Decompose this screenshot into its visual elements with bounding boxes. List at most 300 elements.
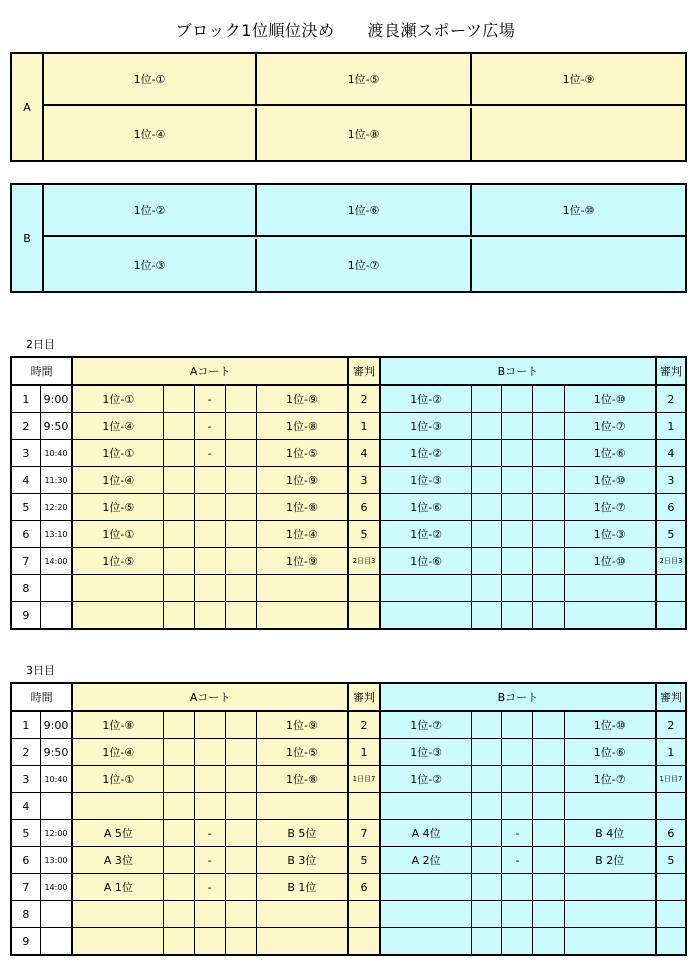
match-number: 7	[11, 548, 40, 575]
block-a	[10, 52, 687, 162]
court-b-header: Bコート	[380, 357, 656, 385]
court-b-cell	[533, 739, 564, 766]
court-b-cell	[472, 766, 502, 793]
court-b-cell	[472, 521, 502, 548]
court-a-cell: A 5位	[72, 820, 164, 847]
court-b-cell: 1位-⑩	[564, 467, 656, 494]
table-row	[11, 467, 686, 494]
court-b-cell: 1位-③	[380, 467, 472, 494]
court-b-cell: 1位-②	[380, 440, 472, 467]
court-a-cell	[225, 440, 256, 467]
court-b-cell	[533, 494, 564, 521]
block-a-cell: 1位-⑨	[472, 54, 685, 106]
court-a-cell	[164, 602, 194, 630]
block-a-cell: 1位-⑤	[257, 54, 472, 106]
court-a-cell	[225, 793, 256, 820]
court-b-cell	[502, 494, 533, 521]
court-a-referee	[348, 793, 380, 820]
court-b-cell	[472, 602, 502, 630]
court-a-cell	[225, 413, 256, 440]
court-b-cell	[502, 548, 533, 575]
court-b-referee: 1日目7	[656, 766, 686, 793]
court-b-referee: 6	[656, 494, 686, 521]
match-time: 12:00	[40, 820, 72, 847]
court-a-referee	[348, 575, 380, 602]
court-b-cell: 1位-②	[380, 766, 472, 793]
court-b-cell	[502, 928, 533, 956]
court-b-referee: 3	[656, 467, 686, 494]
block-b-cell: 1位-⑦	[257, 239, 472, 291]
court-a-cell	[164, 928, 194, 956]
court-b-cell	[564, 928, 656, 956]
court-b-cell	[533, 575, 564, 602]
court-a-cell	[194, 766, 225, 793]
court-a-cell	[164, 467, 194, 494]
court-b-cell	[533, 521, 564, 548]
court-b-cell	[380, 874, 472, 901]
court-a-cell: 1位-⑤	[256, 440, 348, 467]
court-a-cell	[194, 901, 225, 928]
court-b-cell	[472, 413, 502, 440]
court-b-cell	[502, 413, 533, 440]
court-a-cell	[225, 602, 256, 630]
match-time: 14:00	[40, 874, 72, 901]
block-a-cell: 1位-①	[44, 54, 257, 106]
court-a-referee: 4	[348, 440, 380, 467]
match-number: 3	[11, 766, 40, 793]
court-a-cell: B 3位	[256, 847, 348, 874]
page-title: ブロック1位順位決め 渡良瀬スポーツ広場	[175, 21, 516, 40]
court-a-cell	[72, 928, 164, 956]
court-b-referee: 2	[656, 385, 686, 413]
court-a-cell	[194, 711, 225, 739]
referee-header: 審判	[656, 683, 686, 711]
match-time: 13:10	[40, 521, 72, 548]
court-a-cell	[164, 793, 194, 820]
match-time: 13:00	[40, 847, 72, 874]
court-b-cell	[533, 385, 564, 413]
court-a-referee: 5	[348, 847, 380, 874]
court-a-cell	[225, 901, 256, 928]
court-b-cell	[502, 766, 533, 793]
court-b-cell	[472, 874, 502, 901]
court-b-cell	[380, 575, 472, 602]
court-b-cell	[564, 575, 656, 602]
court-a-cell: -	[194, 874, 225, 901]
court-b-cell	[564, 602, 656, 630]
day3-schedule-table	[10, 682, 687, 956]
court-a-cell	[256, 901, 348, 928]
court-a-referee	[348, 901, 380, 928]
court-b-cell	[502, 711, 533, 739]
court-a-cell	[225, 928, 256, 956]
court-b-cell	[533, 901, 564, 928]
court-a-referee	[348, 602, 380, 630]
court-a-cell: 1位-①	[72, 766, 164, 793]
court-b-referee	[656, 874, 686, 901]
table-row	[11, 928, 686, 956]
block-b-cell: 1位-③	[44, 239, 257, 291]
court-a-cell	[72, 602, 164, 630]
block-b-label: B	[12, 185, 44, 291]
court-a-cell	[225, 467, 256, 494]
court-a-cell: 1位-①	[72, 440, 164, 467]
court-b-referee: 5	[656, 847, 686, 874]
court-a-cell	[256, 602, 348, 630]
match-number: 1	[11, 385, 40, 413]
court-a-referee: 1日目7	[348, 766, 380, 793]
court-a-cell	[225, 711, 256, 739]
day2-schedule-table	[10, 356, 687, 630]
match-number: 4	[11, 467, 40, 494]
court-b-cell	[533, 413, 564, 440]
court-b-cell	[472, 847, 502, 874]
court-a-referee: 6	[348, 494, 380, 521]
court-a-cell	[164, 847, 194, 874]
court-b-cell	[472, 820, 502, 847]
court-a-cell: 1位-⑨	[256, 711, 348, 739]
court-b-cell	[472, 928, 502, 956]
court-b-cell: 1位-⑥	[564, 739, 656, 766]
table-row	[11, 385, 686, 413]
court-b-referee: 6	[656, 820, 686, 847]
court-a-cell	[164, 440, 194, 467]
court-b-cell	[380, 901, 472, 928]
court-b-cell: -	[502, 820, 533, 847]
table-row	[11, 739, 686, 766]
court-a-cell: B 1位	[256, 874, 348, 901]
court-a-cell: 1位-④	[72, 739, 164, 766]
court-b-cell	[533, 874, 564, 901]
court-b-cell	[533, 548, 564, 575]
match-time	[40, 928, 72, 956]
table-row	[11, 548, 686, 575]
table-row	[11, 521, 686, 548]
court-b-cell: 1位-②	[380, 521, 472, 548]
court-b-cell	[502, 385, 533, 413]
table-row	[11, 440, 686, 467]
court-b-cell	[502, 467, 533, 494]
court-a-header: Aコート	[72, 683, 348, 711]
table-row	[11, 901, 686, 928]
court-b-cell: 1位-⑦	[564, 766, 656, 793]
match-time: 11:30	[40, 467, 72, 494]
court-a-cell: A 3位	[72, 847, 164, 874]
match-time: 9:00	[40, 711, 72, 739]
court-a-cell: A 1位	[72, 874, 164, 901]
match-time: 10:40	[40, 440, 72, 467]
block-a-label: A	[12, 54, 44, 160]
court-a-cell	[72, 575, 164, 602]
block-a-cell	[472, 108, 685, 160]
court-a-cell: -	[194, 847, 225, 874]
court-b-cell	[472, 385, 502, 413]
court-a-referee: 1	[348, 413, 380, 440]
referee-header: 審判	[348, 357, 380, 385]
court-a-cell	[164, 820, 194, 847]
court-a-cell	[194, 739, 225, 766]
match-number: 4	[11, 793, 40, 820]
court-a-cell	[194, 928, 225, 956]
court-b-cell: 1位-③	[380, 413, 472, 440]
match-number: 2	[11, 739, 40, 766]
court-a-cell: 1位-⑨	[256, 548, 348, 575]
table-row	[11, 575, 686, 602]
court-b-cell	[564, 793, 656, 820]
court-b-cell	[533, 711, 564, 739]
court-a-cell: -	[194, 440, 225, 467]
court-a-referee: 6	[348, 874, 380, 901]
court-b-cell	[380, 928, 472, 956]
court-b-cell	[564, 901, 656, 928]
court-a-cell: 1位-⑧	[256, 766, 348, 793]
day3-label: 3日目	[26, 664, 55, 677]
court-a-cell	[194, 521, 225, 548]
match-number: 9	[11, 928, 40, 956]
court-b-cell: B 2位	[564, 847, 656, 874]
court-a-cell: 1位-①	[72, 521, 164, 548]
court-b-cell	[533, 440, 564, 467]
court-a-cell	[164, 413, 194, 440]
match-number: 2	[11, 413, 40, 440]
court-b-cell	[472, 739, 502, 766]
match-number: 9	[11, 602, 40, 630]
court-a-referee	[348, 928, 380, 956]
court-a-cell	[164, 874, 194, 901]
court-b-cell	[472, 575, 502, 602]
table-row	[11, 494, 686, 521]
time-header: 時間	[11, 683, 72, 711]
court-a-cell	[164, 766, 194, 793]
match-time	[40, 575, 72, 602]
court-a-cell: 1位-④	[72, 467, 164, 494]
court-b-referee	[656, 793, 686, 820]
block-b-cell: 1位-⑩	[472, 185, 685, 237]
court-b-referee: 4	[656, 440, 686, 467]
block-b	[10, 183, 687, 293]
court-b-referee: 2	[656, 711, 686, 739]
court-b-cell	[564, 874, 656, 901]
court-b-cell	[472, 793, 502, 820]
court-b-cell: 1位-⑩	[564, 548, 656, 575]
court-a-cell	[225, 521, 256, 548]
court-b-referee: 1	[656, 413, 686, 440]
match-number: 8	[11, 575, 40, 602]
court-b-cell	[533, 602, 564, 630]
court-b-cell: A 4位	[380, 820, 472, 847]
court-a-referee: 5	[348, 521, 380, 548]
court-a-cell: B 5位	[256, 820, 348, 847]
court-a-cell	[164, 575, 194, 602]
court-a-referee: 2	[348, 385, 380, 413]
match-time: 12:20	[40, 494, 72, 521]
court-b-cell	[380, 793, 472, 820]
court-a-header: Aコート	[72, 357, 348, 385]
court-b-cell	[533, 928, 564, 956]
court-a-cell	[164, 739, 194, 766]
table-row	[11, 847, 686, 874]
match-time: 9:50	[40, 739, 72, 766]
match-number: 5	[11, 494, 40, 521]
court-a-referee: 7	[348, 820, 380, 847]
court-b-referee: 2日目3	[656, 548, 686, 575]
court-b-cell	[502, 440, 533, 467]
court-a-cell	[164, 548, 194, 575]
court-b-cell	[533, 847, 564, 874]
court-a-cell: 1位-④	[256, 521, 348, 548]
court-a-cell	[256, 928, 348, 956]
court-b-cell: 1位-②	[380, 385, 472, 413]
court-a-cell	[225, 766, 256, 793]
block-b-cell: 1位-⑥	[257, 185, 472, 237]
court-a-cell: 1位-⑤	[256, 739, 348, 766]
court-b-cell: 1位-⑦	[564, 494, 656, 521]
court-b-referee: 1	[656, 739, 686, 766]
match-number: 6	[11, 847, 40, 874]
match-number: 8	[11, 901, 40, 928]
court-b-referee	[656, 928, 686, 956]
court-a-referee: 3	[348, 467, 380, 494]
match-number: 6	[11, 521, 40, 548]
court-a-cell	[225, 494, 256, 521]
court-a-cell: 1位-①	[72, 385, 164, 413]
court-b-cell	[472, 467, 502, 494]
table-row	[11, 602, 686, 630]
referee-header: 審判	[656, 357, 686, 385]
referee-header: 審判	[348, 683, 380, 711]
court-b-cell	[502, 739, 533, 766]
court-a-cell	[225, 385, 256, 413]
match-time	[40, 793, 72, 820]
table-row	[11, 711, 686, 739]
court-b-cell	[502, 901, 533, 928]
court-a-referee: 2日目3	[348, 548, 380, 575]
court-b-cell	[533, 766, 564, 793]
match-time: 9:00	[40, 385, 72, 413]
court-a-cell	[194, 467, 225, 494]
match-number: 3	[11, 440, 40, 467]
court-b-cell	[502, 793, 533, 820]
match-time: 9:50	[40, 413, 72, 440]
court-a-cell: -	[194, 820, 225, 847]
court-b-cell: 1位-③	[380, 739, 472, 766]
court-b-cell: 1位-⑥	[380, 548, 472, 575]
match-number: 5	[11, 820, 40, 847]
block-a-cell: 1位-④	[44, 108, 257, 160]
match-time	[40, 901, 72, 928]
court-a-cell: 1位-④	[72, 413, 164, 440]
court-b-cell: A 2位	[380, 847, 472, 874]
table-row	[11, 766, 686, 793]
court-b-cell: 1位-⑩	[564, 711, 656, 739]
court-b-cell	[472, 901, 502, 928]
court-a-cell	[164, 494, 194, 521]
court-a-cell	[225, 548, 256, 575]
block-a-cell: 1位-⑧	[257, 108, 472, 160]
court-a-cell: 1位-⑧	[256, 413, 348, 440]
court-b-cell: B 4位	[564, 820, 656, 847]
court-a-cell	[194, 494, 225, 521]
time-header: 時間	[11, 357, 72, 385]
table-row	[11, 874, 686, 901]
court-a-cell: 1位-⑧	[256, 494, 348, 521]
court-a-cell: 1位-⑤	[72, 494, 164, 521]
court-b-cell	[472, 711, 502, 739]
court-a-cell: -	[194, 413, 225, 440]
court-b-cell	[380, 602, 472, 630]
court-b-cell	[533, 793, 564, 820]
court-a-cell	[194, 602, 225, 630]
court-b-cell: -	[502, 847, 533, 874]
court-b-cell	[502, 602, 533, 630]
court-a-cell	[194, 793, 225, 820]
court-a-cell	[225, 739, 256, 766]
court-a-cell	[256, 793, 348, 820]
court-a-cell	[256, 575, 348, 602]
court-a-cell: 1位-⑤	[72, 548, 164, 575]
court-b-referee: 5	[656, 521, 686, 548]
court-b-cell: 1位-⑥	[380, 494, 472, 521]
court-b-cell: 1位-⑩	[564, 385, 656, 413]
match-time	[40, 602, 72, 630]
court-b-cell: 1位-③	[564, 521, 656, 548]
court-b-cell	[502, 874, 533, 901]
table-row	[11, 793, 686, 820]
court-b-cell: 1位-⑦	[380, 711, 472, 739]
court-b-cell: 1位-⑦	[564, 413, 656, 440]
court-a-cell	[72, 793, 164, 820]
court-b-cell	[472, 494, 502, 521]
court-a-cell	[164, 711, 194, 739]
court-a-referee: 2	[348, 711, 380, 739]
day2-label: 2日目	[26, 338, 55, 351]
court-b-cell: 1位-⑥	[564, 440, 656, 467]
court-a-cell	[194, 548, 225, 575]
court-a-cell	[164, 521, 194, 548]
table-row	[11, 820, 686, 847]
court-b-header: Bコート	[380, 683, 656, 711]
match-time: 10:40	[40, 766, 72, 793]
court-b-cell	[502, 521, 533, 548]
court-a-referee: 1	[348, 739, 380, 766]
block-b-cell: 1位-②	[44, 185, 257, 237]
court-a-cell	[164, 901, 194, 928]
court-a-cell	[225, 820, 256, 847]
table-row	[11, 413, 686, 440]
court-b-cell	[502, 575, 533, 602]
court-a-cell	[225, 575, 256, 602]
court-a-cell: 1位-⑨	[256, 385, 348, 413]
court-a-cell	[225, 847, 256, 874]
court-a-cell: 1位-⑨	[256, 467, 348, 494]
court-b-cell	[533, 820, 564, 847]
court-a-cell	[72, 901, 164, 928]
court-b-referee	[656, 575, 686, 602]
court-b-cell	[472, 440, 502, 467]
match-number: 1	[11, 711, 40, 739]
court-b-referee	[656, 901, 686, 928]
court-b-cell	[472, 548, 502, 575]
court-b-referee	[656, 602, 686, 630]
court-a-cell: 1位-⑧	[72, 711, 164, 739]
court-a-cell	[225, 874, 256, 901]
court-a-cell	[164, 385, 194, 413]
court-a-cell	[194, 575, 225, 602]
block-b-cell	[472, 239, 685, 291]
court-b-cell	[533, 467, 564, 494]
match-time: 14:00	[40, 548, 72, 575]
match-number: 7	[11, 874, 40, 901]
